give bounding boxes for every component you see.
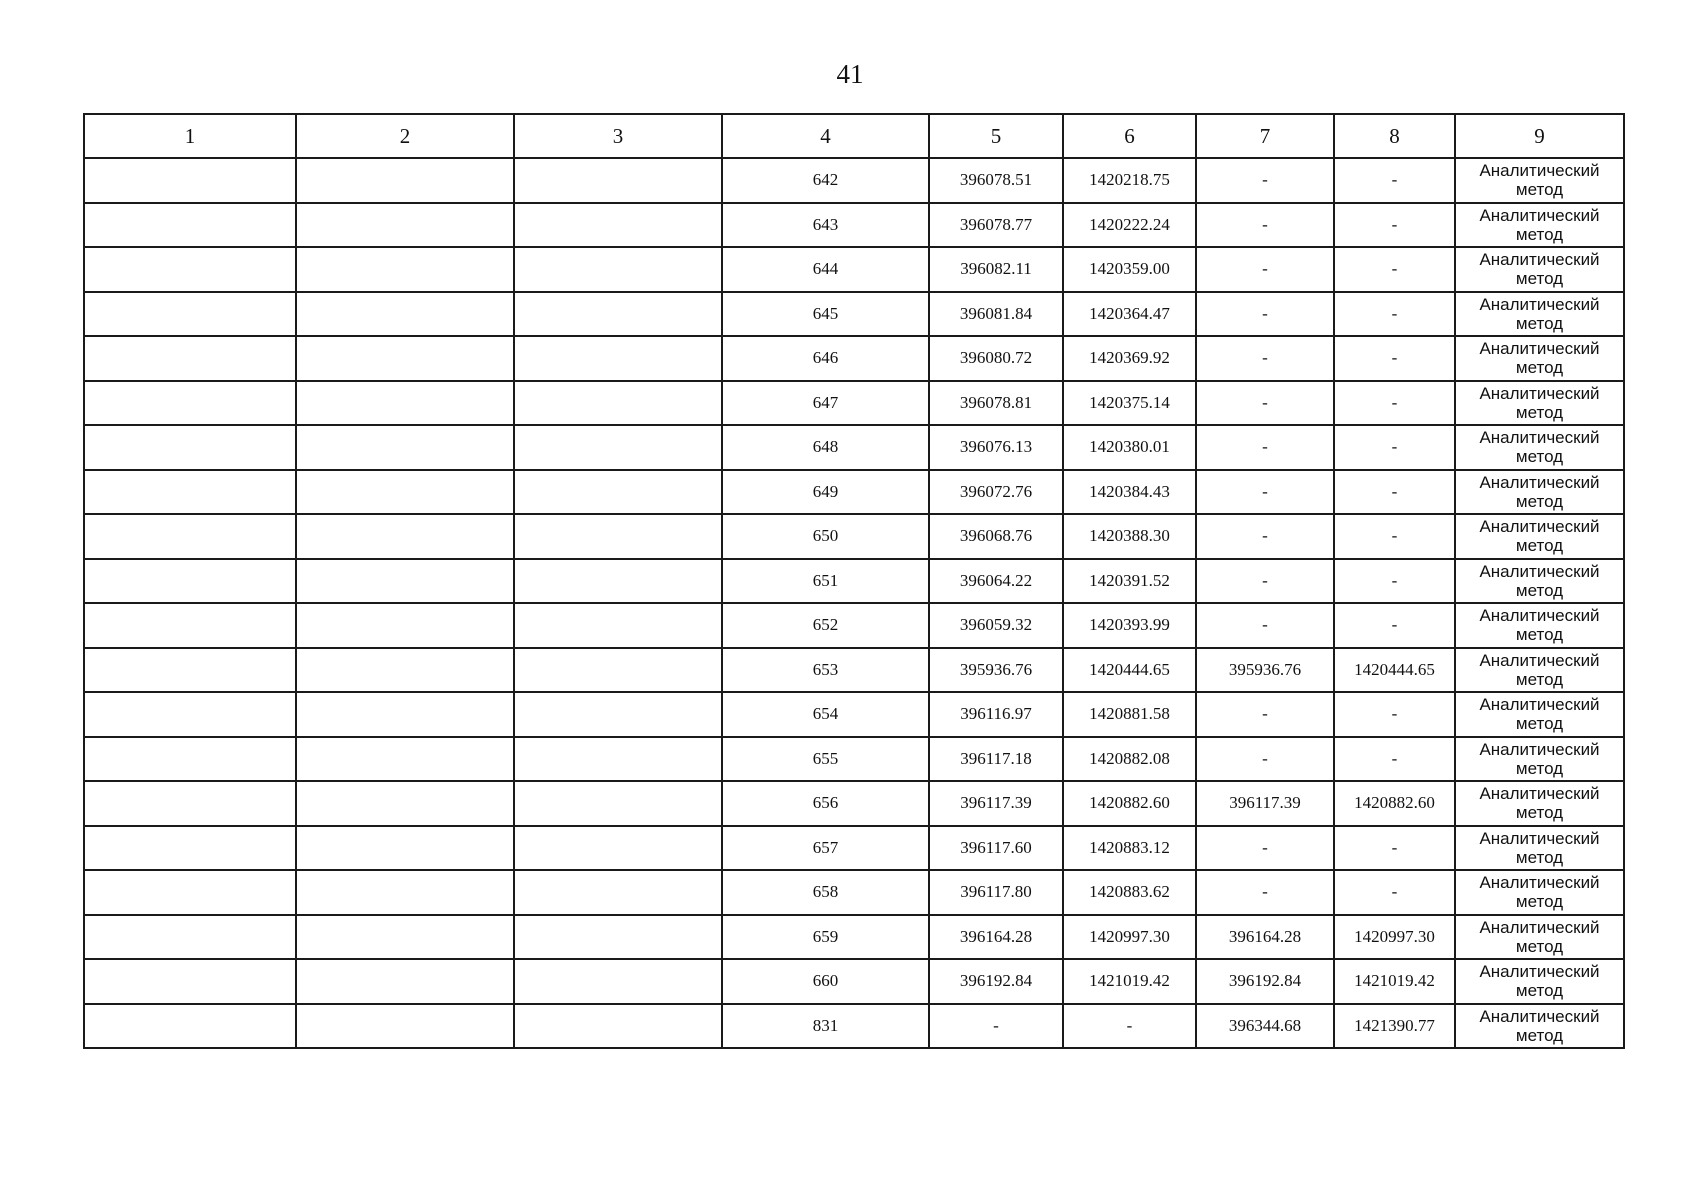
cell-y-coordinate-alt: - [1334,381,1455,426]
table-row [84,915,1624,960]
cell-y-coordinate: 1420380.01 [1063,425,1196,470]
method-line-1: Аналитический [1479,962,1600,982]
cell-y-coordinate: 1420882.60 [1063,781,1196,826]
cell-method [1455,470,1624,515]
cell-y-coordinate-alt: - [1334,158,1455,203]
cell-col-1 [84,1004,296,1049]
cell-col-1 [84,247,296,292]
cell-method [1455,826,1624,871]
cell-y-coordinate-alt: - [1334,425,1455,470]
cell-point-number: 659 [722,915,929,960]
cell-col-1 [84,603,296,648]
cell-x-coordinate: 396117.60 [929,826,1063,871]
cell-point-number: 831 [722,1004,929,1049]
method-line-2: метод [1515,358,1564,378]
cell-col-3 [514,514,722,559]
cell-col-2 [296,959,514,1004]
method-line-1: Аналитический [1479,606,1600,626]
cell-col-2 [296,559,514,604]
cell-y-coordinate: 1421019.42 [1063,959,1196,1004]
cell-col-2 [296,870,514,915]
cell-x-coordinate-alt: - [1196,559,1334,604]
cell-point-number: 658 [722,870,929,915]
cell-point-number: 643 [722,203,929,248]
cell-point-number: 642 [722,158,929,203]
method-line-1: Аналитический [1479,561,1600,581]
cell-col-2 [296,514,514,559]
cell-method [1455,336,1624,381]
method-line-1: Аналитический [1479,428,1600,448]
cell-col-2 [296,336,514,381]
cell-y-coordinate: - [1063,1004,1196,1049]
header-col-9: 9 [1455,114,1624,158]
cell-y-coordinate-alt: 1421390.77 [1334,1004,1455,1049]
cell-col-1 [84,559,296,604]
cell-y-coordinate: 1420393.99 [1063,603,1196,648]
cell-col-1 [84,425,296,470]
cell-col-1 [84,514,296,559]
table-row [84,247,1624,292]
cell-x-coordinate-alt: - [1196,158,1334,203]
header-col-8: 8 [1334,114,1455,158]
cell-x-coordinate: 396072.76 [929,470,1063,515]
cell-col-3 [514,203,722,248]
cell-col-3 [514,603,722,648]
cell-y-coordinate: 1420997.30 [1063,915,1196,960]
cell-col-2 [296,915,514,960]
header-col-1: 1 [84,114,296,158]
method-line-2: метод [1515,714,1564,734]
table-row [84,737,1624,782]
cell-method [1455,381,1624,426]
cell-y-coordinate: 1420369.92 [1063,336,1196,381]
cell-col-3 [514,826,722,871]
cell-col-2 [296,781,514,826]
cell-method [1455,559,1624,604]
method-line-2: метод [1515,803,1564,823]
cell-col-3 [514,158,722,203]
method-line-1: Аналитический [1479,784,1600,804]
method-line-2: метод [1515,447,1564,467]
method-line-2: метод [1515,625,1564,645]
method-line-1: Аналитический [1479,650,1600,670]
cell-y-coordinate-alt: 1420444.65 [1334,648,1455,693]
cell-point-number: 654 [722,692,929,737]
cell-col-2 [296,648,514,693]
table-row [84,381,1624,426]
cell-point-number: 652 [722,603,929,648]
cell-x-coordinate-alt: - [1196,514,1334,559]
cell-y-coordinate: 1420883.12 [1063,826,1196,871]
cell-x-coordinate: 396116.97 [929,692,1063,737]
cell-y-coordinate-alt: - [1334,203,1455,248]
cell-method [1455,692,1624,737]
cell-method [1455,203,1624,248]
method-line-1: Аналитический [1479,339,1600,359]
cell-x-coordinate-alt: - [1196,247,1334,292]
header-col-6: 6 [1063,114,1196,158]
cell-col-3 [514,470,722,515]
header-col-2: 2 [296,114,514,158]
cell-y-coordinate-alt: - [1334,737,1455,782]
cell-x-coordinate-alt: - [1196,203,1334,248]
cell-col-1 [84,336,296,381]
table-row [84,1004,1624,1049]
cell-method [1455,514,1624,559]
cell-col-2 [296,692,514,737]
cell-col-1 [84,648,296,693]
cell-x-coordinate-alt: 396344.68 [1196,1004,1334,1049]
cell-col-2 [296,203,514,248]
cell-y-coordinate: 1420218.75 [1063,158,1196,203]
cell-y-coordinate: 1420364.47 [1063,292,1196,337]
method-line-1: Аналитический [1479,472,1600,492]
cell-col-3 [514,870,722,915]
method-line-1: Аналитический [1479,873,1600,893]
cell-y-coordinate-alt: - [1334,870,1455,915]
cell-point-number: 653 [722,648,929,693]
cell-col-3 [514,559,722,604]
cell-col-3 [514,381,722,426]
cell-point-number: 660 [722,959,929,1004]
method-line-2: метод [1515,669,1564,689]
cell-y-coordinate: 1420882.08 [1063,737,1196,782]
cell-col-2 [296,1004,514,1049]
cell-point-number: 656 [722,781,929,826]
method-line-1: Аналитический [1479,828,1600,848]
cell-x-coordinate-alt: 396192.84 [1196,959,1334,1004]
cell-x-coordinate: 396064.22 [929,559,1063,604]
cell-col-3 [514,915,722,960]
cell-x-coordinate: 396082.11 [929,247,1063,292]
cell-method [1455,158,1624,203]
table-row [84,336,1624,381]
cell-x-coordinate: 396164.28 [929,915,1063,960]
cell-x-coordinate: 396080.72 [929,336,1063,381]
cell-col-1 [84,826,296,871]
method-line-2: метод [1515,313,1564,333]
cell-x-coordinate: 396117.18 [929,737,1063,782]
cell-y-coordinate-alt: - [1334,559,1455,604]
cell-x-coordinate-alt: - [1196,470,1334,515]
cell-col-1 [84,292,296,337]
cell-method [1455,247,1624,292]
page-number: 41 [836,59,864,89]
table-row [84,425,1624,470]
method-line-2: метод [1515,536,1564,556]
header-col-3: 3 [514,114,722,158]
cell-x-coordinate: 396078.51 [929,158,1063,203]
cell-y-coordinate: 1420359.00 [1063,247,1196,292]
cell-method [1455,737,1624,782]
cell-method [1455,292,1624,337]
method-line-1: Аналитический [1479,517,1600,537]
cell-y-coordinate: 1420388.30 [1063,514,1196,559]
cell-col-1 [84,959,296,1004]
cell-point-number: 650 [722,514,929,559]
method-line-2: метод [1515,269,1564,289]
cell-x-coordinate-alt: - [1196,336,1334,381]
method-line-2: метод [1515,892,1564,912]
cell-point-number: 655 [722,737,929,782]
cell-y-coordinate-alt: - [1334,470,1455,515]
cell-col-1 [84,470,296,515]
cell-x-coordinate: - [929,1004,1063,1049]
method-line-2: метод [1515,402,1564,422]
cell-col-2 [296,737,514,782]
header-col-7: 7 [1196,114,1334,158]
table-row [84,959,1624,1004]
cell-x-coordinate-alt: 396164.28 [1196,915,1334,960]
cell-col-3 [514,737,722,782]
method-line-2: метод [1515,847,1564,867]
cell-method [1455,781,1624,826]
table-row [84,781,1624,826]
cell-y-coordinate-alt: - [1334,514,1455,559]
cell-x-coordinate-alt: - [1196,603,1334,648]
cell-col-1 [84,203,296,248]
method-line-2: метод [1515,224,1564,244]
cell-point-number: 648 [722,425,929,470]
table-row [84,870,1624,915]
method-line-1: Аналитический [1479,161,1600,181]
cell-point-number: 649 [722,470,929,515]
table-row [84,692,1624,737]
cell-y-coordinate: 1420222.24 [1063,203,1196,248]
cell-x-coordinate: 396076.13 [929,425,1063,470]
cell-y-coordinate-alt: - [1334,826,1455,871]
method-line-1: Аналитический [1479,205,1600,225]
cell-col-1 [84,381,296,426]
table-row [84,470,1624,515]
cell-y-coordinate-alt: - [1334,692,1455,737]
cell-method [1455,870,1624,915]
cell-x-coordinate-alt: - [1196,292,1334,337]
cell-y-coordinate: 1420375.14 [1063,381,1196,426]
cell-y-coordinate: 1420391.52 [1063,559,1196,604]
cell-x-coordinate: 396081.84 [929,292,1063,337]
cell-method [1455,648,1624,693]
cell-col-3 [514,425,722,470]
cell-y-coordinate-alt: - [1334,603,1455,648]
cell-col-1 [84,158,296,203]
cell-col-1 [84,870,296,915]
method-line-2: метод [1515,758,1564,778]
table-row [84,826,1624,871]
cell-col-2 [296,470,514,515]
cell-x-coordinate: 396192.84 [929,959,1063,1004]
cell-x-coordinate: 395936.76 [929,648,1063,693]
cell-y-coordinate: 1420883.62 [1063,870,1196,915]
cell-col-3 [514,247,722,292]
cell-point-number: 651 [722,559,929,604]
cell-col-1 [84,915,296,960]
cell-x-coordinate-alt: - [1196,692,1334,737]
cell-y-coordinate-alt: 1420882.60 [1334,781,1455,826]
cell-y-coordinate-alt: - [1334,336,1455,381]
cell-y-coordinate: 1420881.58 [1063,692,1196,737]
table-row [84,158,1624,203]
header-row [84,114,1624,158]
cell-x-coordinate-alt: 396117.39 [1196,781,1334,826]
cell-method [1455,1004,1624,1049]
cell-method [1455,425,1624,470]
cell-x-coordinate-alt: - [1196,870,1334,915]
table-row [84,292,1624,337]
cell-y-coordinate: 1420444.65 [1063,648,1196,693]
cell-y-coordinate-alt: - [1334,292,1455,337]
cell-x-coordinate-alt: - [1196,737,1334,782]
method-line-2: метод [1515,580,1564,600]
method-line-1: Аналитический [1479,250,1600,270]
cell-method [1455,915,1624,960]
cell-x-coordinate-alt: - [1196,381,1334,426]
cell-col-1 [84,781,296,826]
cell-col-3 [514,781,722,826]
header-col-5: 5 [929,114,1063,158]
cell-col-1 [84,737,296,782]
cell-x-coordinate: 396117.80 [929,870,1063,915]
table-row [84,648,1624,693]
cell-col-2 [296,603,514,648]
cell-col-2 [296,826,514,871]
method-line-2: метод [1515,491,1564,511]
cell-col-2 [296,425,514,470]
cell-col-3 [514,692,722,737]
cell-y-coordinate: 1420384.43 [1063,470,1196,515]
cell-y-coordinate-alt: - [1334,247,1455,292]
table-row [84,203,1624,248]
method-line-1: Аналитический [1479,383,1600,403]
coordinates-table [83,113,1625,1049]
cell-x-coordinate: 396117.39 [929,781,1063,826]
method-line-2: метод [1515,981,1564,1001]
cell-col-2 [296,292,514,337]
header-col-4: 4 [722,114,929,158]
method-line-2: метод [1515,1025,1564,1045]
cell-point-number: 646 [722,336,929,381]
cell-col-2 [296,381,514,426]
cell-point-number: 644 [722,247,929,292]
table-row [84,559,1624,604]
cell-x-coordinate: 396068.76 [929,514,1063,559]
cell-x-coordinate-alt: - [1196,826,1334,871]
cell-x-coordinate: 396059.32 [929,603,1063,648]
cell-x-coordinate: 396078.81 [929,381,1063,426]
cell-method [1455,603,1624,648]
cell-x-coordinate-alt: - [1196,425,1334,470]
method-line-2: метод [1515,180,1564,200]
cell-col-3 [514,1004,722,1049]
cell-method [1455,959,1624,1004]
cell-col-2 [296,158,514,203]
table-row [84,603,1624,648]
cell-col-1 [84,692,296,737]
cell-point-number: 645 [722,292,929,337]
cell-y-coordinate-alt: 1421019.42 [1334,959,1455,1004]
method-line-1: Аналитический [1479,1006,1600,1026]
cell-x-coordinate: 396078.77 [929,203,1063,248]
cell-point-number: 647 [722,381,929,426]
cell-x-coordinate-alt: 395936.76 [1196,648,1334,693]
cell-col-3 [514,959,722,1004]
cell-col-3 [514,648,722,693]
cell-y-coordinate-alt: 1420997.30 [1334,915,1455,960]
cell-col-3 [514,292,722,337]
method-line-1: Аналитический [1479,695,1600,715]
cell-col-2 [296,247,514,292]
table-row [84,514,1624,559]
method-line-1: Аналитический [1479,739,1600,759]
method-line-1: Аналитический [1479,294,1600,314]
cell-col-3 [514,336,722,381]
method-line-1: Аналитический [1479,917,1600,937]
cell-point-number: 657 [722,826,929,871]
method-line-2: метод [1515,936,1564,956]
